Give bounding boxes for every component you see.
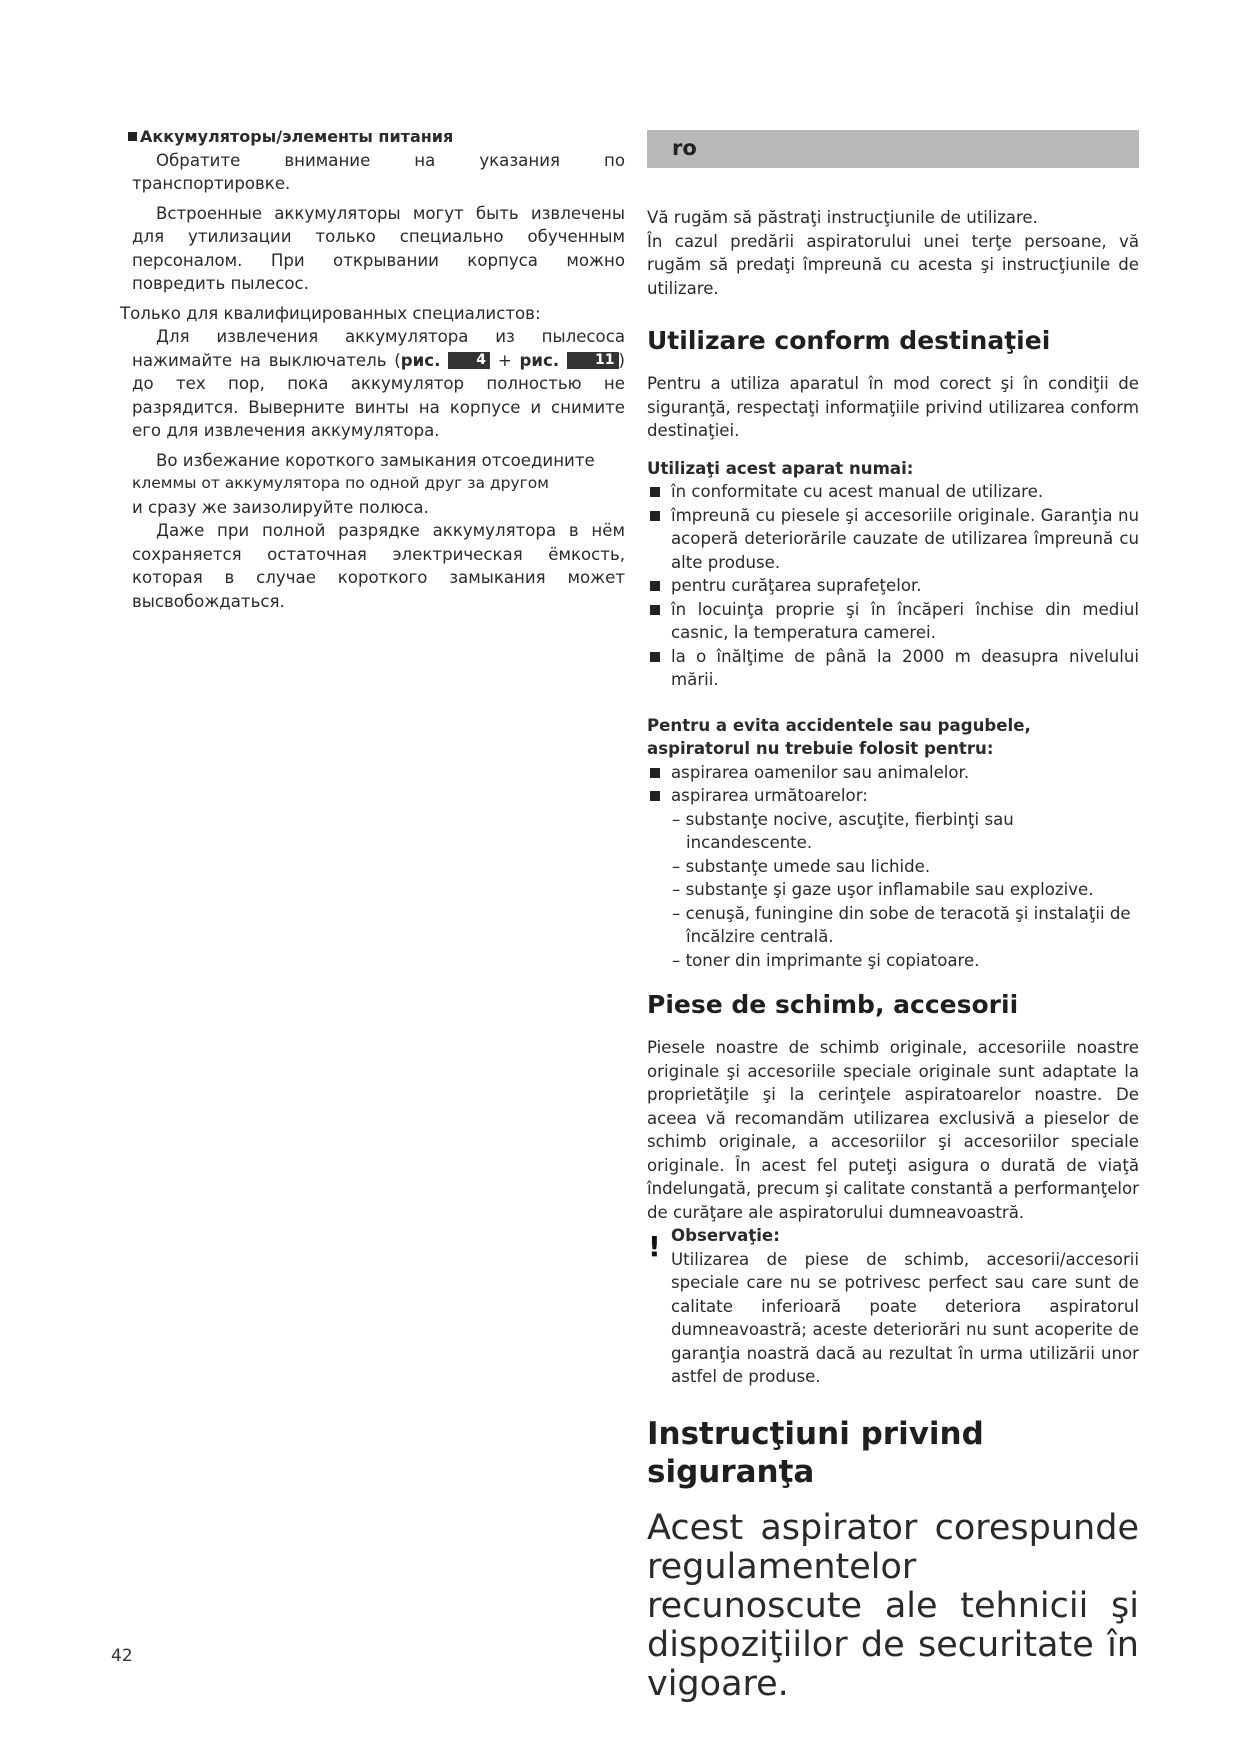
square-bullet-icon [650, 511, 660, 521]
bullet-list [647, 480, 1139, 692]
language-bar [647, 130, 1139, 168]
list-item: în conformitate cu acest manual de utilizare. [647, 480, 1139, 504]
bullet-list [647, 761, 1139, 808]
note-block [647, 1224, 1139, 1389]
square-bullet-icon [650, 581, 660, 591]
square-bullet-icon [650, 768, 660, 778]
dash-item: – substanţe şi gaze uşor inflamabile sau explozive. [672, 880, 1094, 899]
left-column [120, 125, 625, 613]
intro-paragraph: Vă rugăm să păstraţi instrucţiunile de utilizare. [647, 208, 1038, 227]
paragraph: клеммы от аккумулятора по одной друг за другом [132, 474, 549, 492]
paragraph: Даже при полной разрядке аккумулятора в нём сохраняется остаточная электрическая ёмкость, которая в случае короткого замыкания может высвобождаться. [132, 521, 625, 611]
subheading: Pentru a evita accidentele sau pagubele, aspiratorul nu trebuie folosit pentru: [647, 715, 1031, 758]
paragraph: Piesele noastre de schimb originale, accesoriile noastre originale şi accesoriile speciale originale sunt adaptate la proprietăţile şi la cerinţele aspiratoarelor noastre. De aceea vă recomandăm utilizarea exclusivă a pieselor de schimb originale, a accesoriilor şi accesoriilor speciale originale. În acest fel puteţi asigura o durată de viaţă îndelungată, precum şi calitate constantă a performanţelor de curăţare ale aspiratorului dumneavoastră. [647, 1038, 1139, 1222]
paragraph: Только для квалифицированных специалистов: [120, 303, 541, 323]
dash-item: – toner din imprimante şi copiatoare. [672, 950, 980, 970]
list-item: aspirarea oamenilor sau animalelor. [647, 761, 1139, 785]
square-bullet-icon [650, 487, 660, 497]
section-title: Piese de schimb, accesorii [647, 990, 1019, 1019]
subheading: Utilizaţi acest aparat numai: [647, 458, 914, 478]
square-bullet-icon [650, 605, 660, 615]
list-item: pentru curăţarea suprafeţelor. [647, 574, 1139, 598]
paragraph: Обратите внимание на указания по транспортировке. [132, 150, 625, 193]
page-number: 42 [111, 1646, 133, 1666]
section-title: Utilizare conform destinaţiei [647, 326, 1051, 355]
square-bullet-icon [128, 132, 137, 141]
paragraph: Встроенные аккумуляторы могут быть извлечены для утилизации только специально обученным персоналом. При открывании корпуса можно повредить пылесос. [132, 203, 625, 293]
dash-item: – cenuşă, funingine din sobe de teracotă şi instalaţii de încălzire centrală. [672, 903, 1131, 946]
paragraph: Во избежание короткого замыкания отсоедините [156, 450, 595, 470]
figure-ref-badge: 4 [448, 352, 490, 369]
paragraph: Pentru a utiliza aparatul în mod corect şi în condiţii de siguranţă, respectaţi informaţiile privind utilizarea conform destinaţiei. [647, 374, 1139, 440]
section-heading: Аккумуляторы/элементы питания [128, 125, 625, 149]
figure-ref-badge: 11 [567, 352, 618, 369]
square-bullet-icon [650, 652, 660, 662]
safety-title: Instrucţiuni privind siguranţa [647, 1415, 984, 1490]
list-item: în locuinţa proprie şi în încăperi închise din mediul casnic, la temperatura camerei. [647, 598, 1139, 645]
safety-lead-text: Acest aspirator corespunde regulamentelor recunoscute ale tehnicii şi dispoziţiilor de securitate în vigoare. [647, 1507, 1139, 1704]
right-column [647, 206, 1139, 1704]
square-bullet-icon [650, 791, 660, 801]
intro-paragraph: În cazul predării aspiratorului unei terţe persoane, vă rugăm să predaţi împreună cu acesta şi instrucţiunile de utilizare. [647, 231, 1139, 298]
warning-exclamation-icon: ! [648, 1230, 661, 1263]
dash-item: – substanţe nocive, ascuţite, fierbinţi sau incandescente. [672, 809, 1014, 852]
list-item: aspirarea următoarelor: [647, 784, 1139, 808]
paragraph: Для извлечения аккумулятора из пылесоса нажимайте на выключатель (рис. 4 + рис. 11 ) до тех пор, пока аккумулятор полностью не разрядится. Выверните винты на корпусе и снимите его для извлечения аккумулятора. [132, 327, 625, 440]
note-title: Observaţie: [671, 1226, 780, 1245]
dash-item: – substanţe umede sau lichide. [672, 856, 931, 876]
list-item: împreună cu piesele şi accesoriile originale. Garanţia nu acoperă deteriorările cauzate de utilizarea împreună cu alte produse. [647, 504, 1139, 575]
language-code: ro [672, 136, 697, 160]
list-item: la o înălţime de până la 2000 m deasupra nivelului mării. [647, 645, 1139, 692]
note-text: Utilizarea de piese de schimb, accesorii/accesorii speciale care nu se potrivesc perfect sau care sunt de calitate inferioară poate deteriora aspiratorul dumneavoastră; aceste deteriorări nu sunt acoperite de garanţia noastră dacă au rezultat în urma utilizării unor astfel de produse. [671, 1249, 1139, 1386]
paragraph: и сразу же заизолируйте полюса. [132, 497, 429, 517]
